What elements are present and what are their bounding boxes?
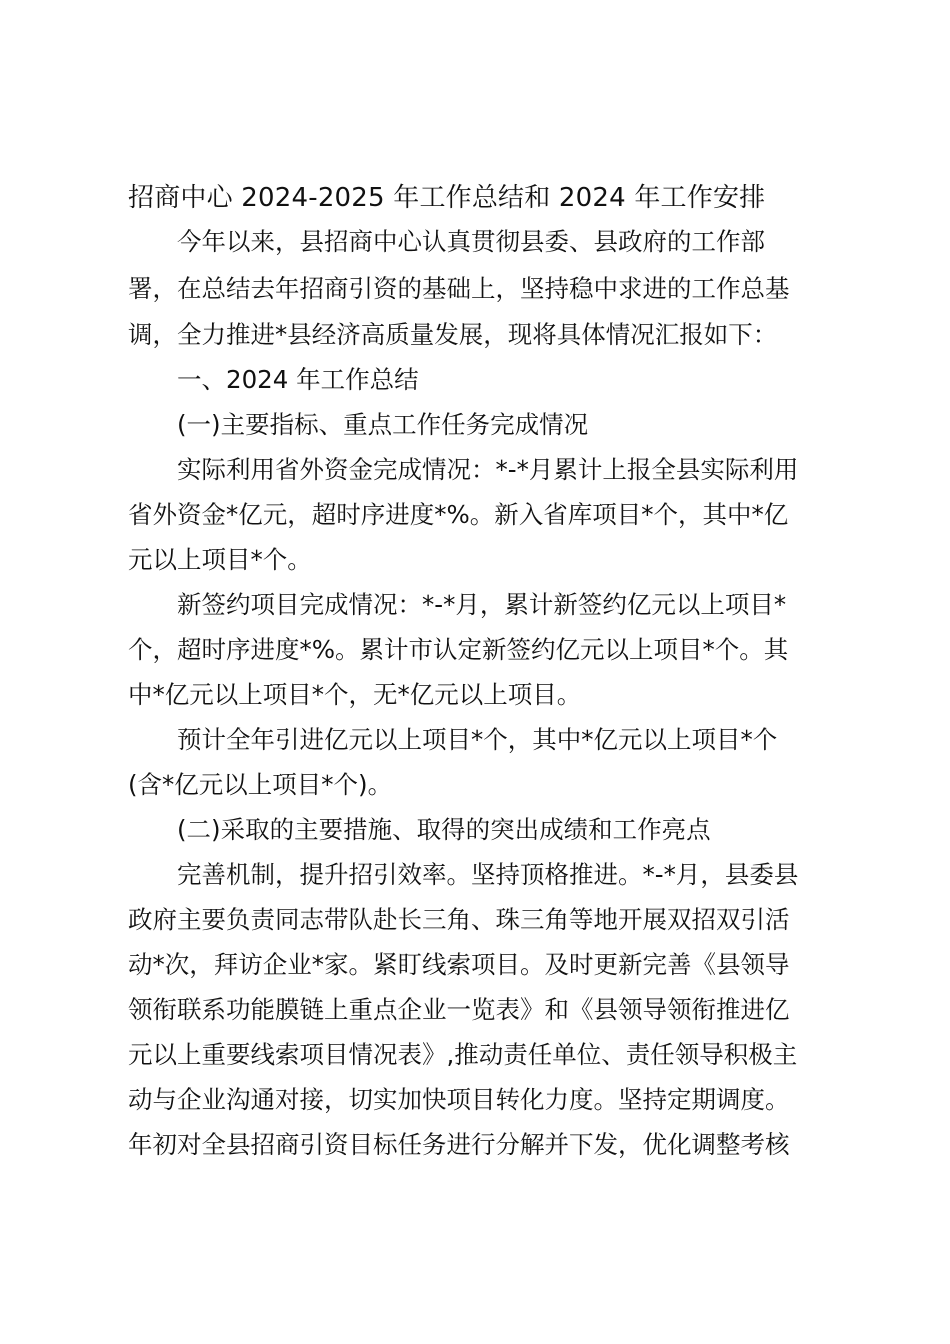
paragraph-line: 署，在总结去年招商引资的基础上，坚持稳中求进的工作总基 (128, 274, 790, 303)
paragraph-line: 省外资金*亿元，超时序进度*%。新入省库项目*个，其中*亿 (128, 500, 789, 529)
subsection-heading: (二)采取的主要措施、取得的突出成绩和工作亮点 (177, 815, 711, 844)
paragraph-line: 个，超时序进度*%。累计市认定新签约亿元以上项目*个。其 (128, 635, 789, 664)
paragraph-line: 年初对全县招商引资目标任务进行分解并下发，优化调整考核 (128, 1130, 790, 1159)
paragraph-line: 元以上项目*个。 (128, 545, 312, 574)
subsection-heading: (一)主要指标、重点工作任务完成情况 (177, 410, 589, 439)
paragraph-line: 完善机制，提升招引效率。坚持顶格推进。*-*月，县委县 (177, 860, 799, 889)
section-heading: 一、2024 年工作总结 (177, 365, 419, 394)
paragraph-line: 今年以来，县招商中心认真贯彻县委、县政府的工作部 (177, 227, 765, 256)
paragraph-line: 政府主要负责同志带队赴长三角、珠三角等地开展双招双引活 (128, 905, 790, 934)
paragraph-line: 动与企业沟通对接，切实加快项目转化力度。坚持定期调度。 (128, 1085, 790, 1114)
paragraph-line: 预计全年引进亿元以上项目*个，其中*亿元以上项目*个 (177, 725, 778, 754)
paragraph-line: (含*亿元以上项目*个)。 (128, 770, 393, 799)
paragraph-line: 动*次，拜访企业*家。紧盯线索项目。及时更新完善《县领导 (128, 950, 790, 979)
paragraph-line: 新签约项目完成情况：*-*月，累计新签约亿元以上项目* (177, 590, 787, 619)
document-title: 招商中心 2024-2025 年工作总结和 2024 年工作安排 (128, 183, 766, 213)
paragraph-line: 元以上重要线索项目情况表》,推动责任单位、责任领导积极主 (128, 1040, 798, 1069)
paragraph-line: 中*亿元以上项目*个，无*亿元以上项目。 (128, 680, 582, 709)
paragraph-line: 领衔联系功能膜链上重点企业一览表》和《县领导领衔推进亿 (128, 995, 790, 1024)
paragraph-line: 实际利用省外资金完成情况：*-*月累计上报全县实际利用 (177, 455, 799, 484)
paragraph-line: 调，全力推进*县经济高质量发展，现将具体情况汇报如下： (128, 320, 778, 349)
